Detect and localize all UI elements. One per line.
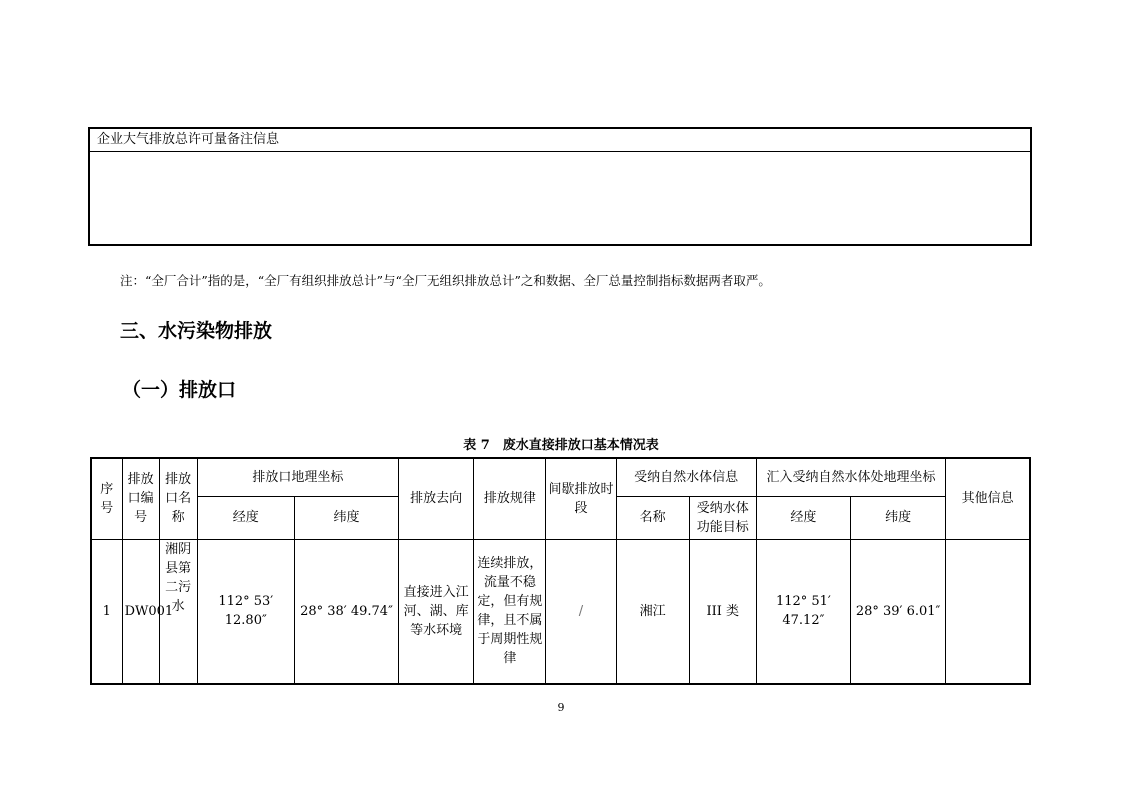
cell-wb-name: 湘江	[616, 539, 689, 684]
header-geo-coord: 排放口地理坐标	[197, 458, 398, 496]
header-water-body-info: 受纳自然水体信息	[616, 458, 756, 496]
cell-intermittent: /	[546, 539, 616, 684]
remarks-box-title: 企业大气排放总许可量备注信息	[90, 129, 1030, 152]
cell-other	[946, 539, 1030, 684]
wastewater-outlet-table	[90, 457, 1031, 685]
cell-destination: 直接进入江河、湖、库等水环境	[399, 539, 474, 684]
subsection-title: （一）排放口	[122, 379, 237, 401]
header-longitude: 经度	[197, 496, 294, 539]
table-caption: 表 7 废水直接排放口基本情况表	[463, 438, 659, 453]
cell-c-longitude: 112° 51′ 47.12″	[756, 539, 850, 684]
cell-longitude: 112° 53′ 12.80″	[197, 539, 294, 684]
page-number: 9	[557, 701, 565, 714]
cell-c-latitude: 28° 39′ 6.01″	[851, 539, 946, 684]
remarks-box	[88, 127, 1032, 246]
section-title: 三、水污染物排放	[120, 320, 273, 342]
header-confluence-coord: 汇入受纳自然水体处地理坐标	[756, 458, 945, 496]
header-pattern: 排放规律	[474, 458, 546, 539]
cell-outlet-name: 湘阴县第二污水	[159, 539, 197, 684]
header-outlet-name: 排放口名称	[159, 458, 197, 539]
header-c-longitude: 经度	[756, 496, 850, 539]
header-wb-name: 名称	[616, 496, 689, 539]
header-outlet-code: 排放口编号	[122, 458, 159, 539]
header-other: 其他信息	[946, 458, 1030, 539]
cell-pattern: 连续排放，流量不稳定，但有规律，且不属于周期性规律	[474, 539, 546, 684]
cell-latitude: 28° 38′ 49.74″	[294, 539, 398, 684]
header-latitude: 纬度	[294, 496, 398, 539]
cell-outlet-code: DW001	[122, 539, 159, 684]
header-c-latitude: 纬度	[851, 496, 946, 539]
header-seq: 序号	[91, 458, 122, 539]
cell-seq: 1	[91, 539, 122, 684]
cell-wb-function: III 类	[689, 539, 756, 684]
table-row	[91, 539, 1030, 684]
header-intermittent: 间歇排放时段	[546, 458, 616, 539]
header-destination: 排放去向	[399, 458, 474, 539]
header-wb-function: 受纳水体功能目标	[689, 496, 756, 539]
table-note: 注：“全厂合计”指的是，“全厂有组织排放总计”与“全厂无组织排放总计”之和数据、全厂总量控制指标数据两者取严。	[120, 273, 771, 288]
